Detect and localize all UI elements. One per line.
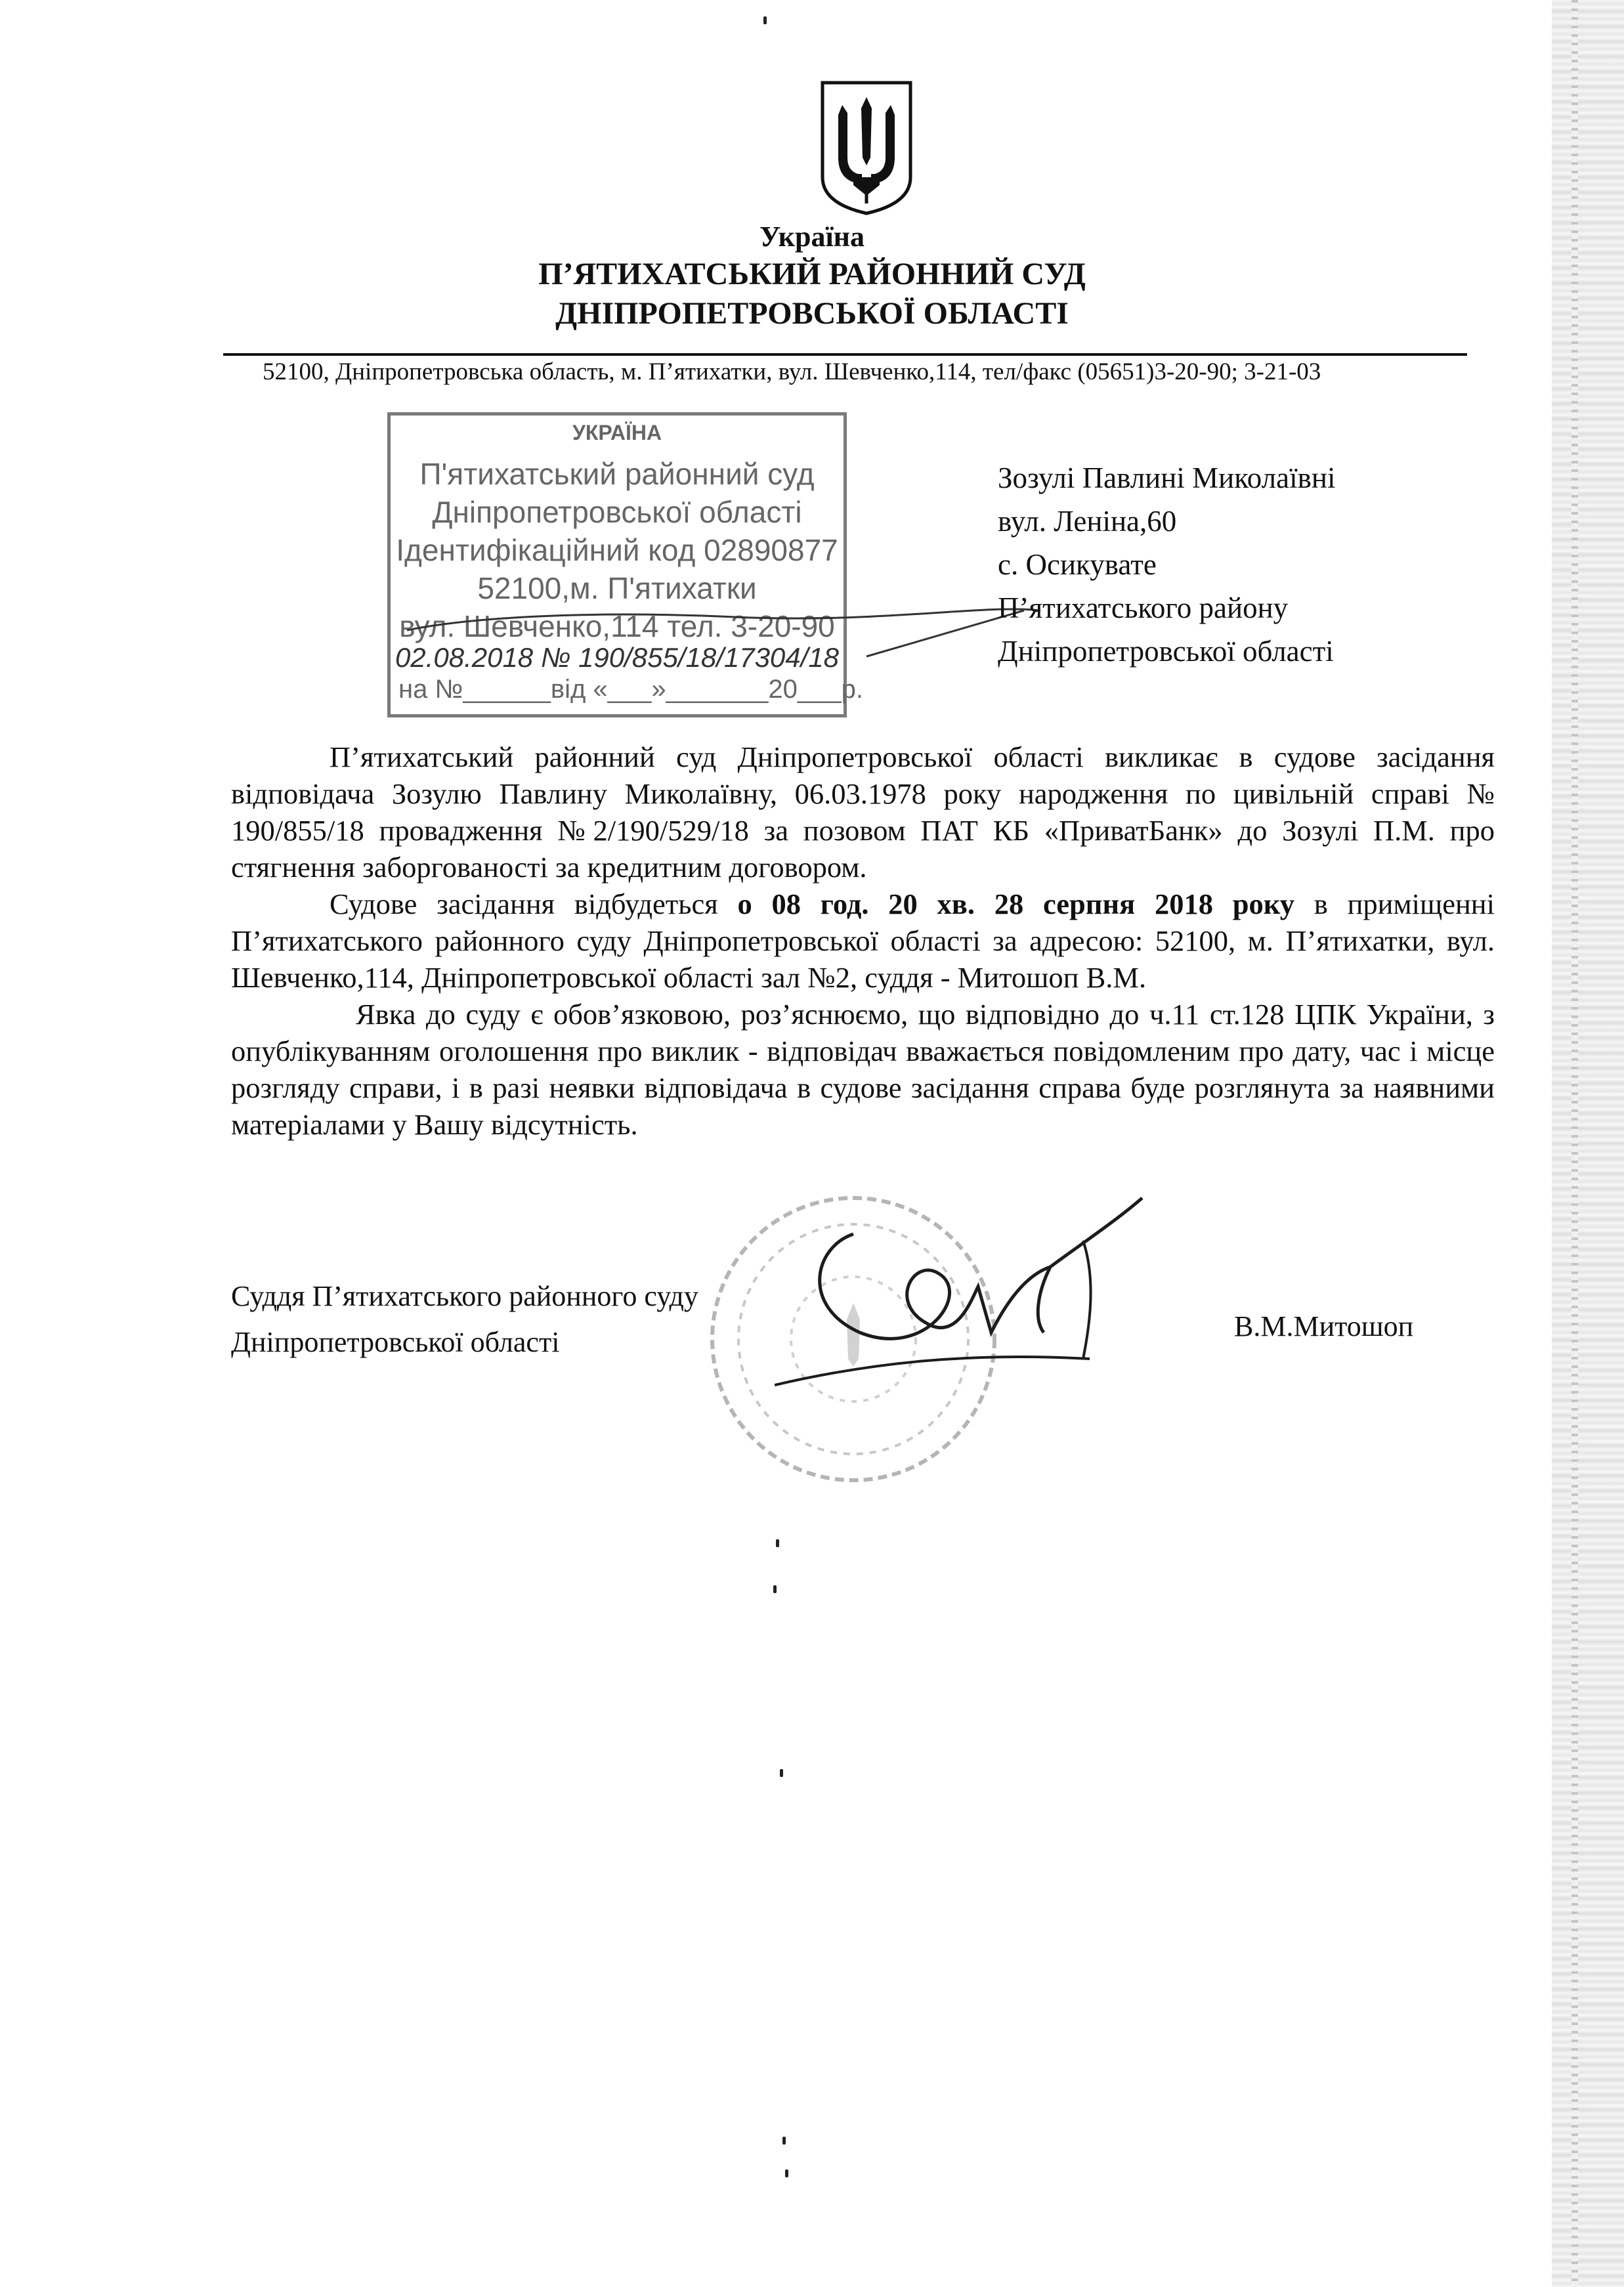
- hearing-text-end: в приміщенні П’ятихатського районного суду Дніпропетровської області за адресою: 52100, м. П’ятихатки, вул. Шевченко,114, Дніпропетровської області зал №2, суддя - Митошоп В.М.: [231, 887, 1495, 994]
- signature-title: [231, 1273, 698, 1365]
- scan-speck: [782, 2137, 786, 2145]
- stamp-country: УКРАЇНА: [572, 421, 662, 444]
- signature-title-line2: Дніпропетровської області: [231, 1326, 560, 1358]
- stamp-outgoing-number: 02.08.2018 № 190/855/18/17304/18: [395, 642, 840, 673]
- scan-edge-artifact: [1552, 0, 1624, 2287]
- stamp-city: 52100,м. П'ятихатки: [477, 571, 757, 605]
- header-divider: [223, 353, 1467, 356]
- stamp-reference-line: на №______від «___»_______20___р.: [398, 675, 863, 704]
- addressee-block: [998, 456, 1335, 673]
- hearing-datetime: о 08 год. 20 хв. 28 серпня 2018 року: [737, 887, 1294, 920]
- judge-signature: [775, 1195, 1234, 1411]
- coat-of-arms-icon: [817, 79, 916, 217]
- scan-speck: [773, 1585, 777, 1593]
- signature-title-line1: Суддя П’ятихатського районного суду: [231, 1280, 698, 1312]
- addressee-name: Зозулі Павлині Миколаївні: [998, 461, 1336, 494]
- hearing-text-start: Судове засідання відбудеться: [330, 887, 738, 920]
- addressee-region: Дніпропетровської області: [998, 635, 1334, 668]
- scan-speck: [780, 1769, 783, 1777]
- judge-name: В.М.Митошоп: [1234, 1310, 1414, 1342]
- addressee-street: вул. Леніна,60: [998, 505, 1177, 538]
- addressee-village: с. Осикувате: [998, 548, 1157, 581]
- stamp-street: вул. Шевченко,114 тел. 3-20-90: [399, 609, 835, 643]
- handwritten-registration-scribble: [394, 591, 1050, 683]
- court-name-heading: П’ЯТИХАТСЬКИЙ РАЙОННИЙ СУД: [538, 257, 1086, 291]
- scan-speck: [763, 16, 767, 24]
- body-paragraph-hearing: [231, 886, 1495, 996]
- scan-speck: [785, 2169, 788, 2177]
- country-heading: Україна: [759, 221, 865, 253]
- addressee-district: П’ятихатського району: [998, 591, 1289, 624]
- stamp-id-code: Ідентифікаційний код 02890877: [396, 533, 838, 567]
- region-heading: ДНІПРОПЕТРОВСЬКОЇ ОБЛАСТІ: [555, 296, 1069, 331]
- scan-speck: [776, 1539, 779, 1547]
- court-address: 52100, Дніпропетровська область, м. П’ятихатки, вул. Шевченко,114, тел/факс (05651)3-20-90; 3-21-03: [263, 358, 1321, 385]
- letter-body: [231, 738, 1495, 1143]
- body-paragraph-summons: П’ятихатський районний суд Дніпропетровської області викликає в судове засідання відповідача Зозулю Павлину Миколаївну, 06.03.1978 року народження по цивільній справі № 190/855/18 провадження №2/190/529/18 за позовом ПАТ КБ «ПриватБанк» до Зозулі П.М. про стягнення заборгованості за кредитним договором.: [231, 740, 1495, 884]
- stamp-court-name: П'ятихатський районний суд: [419, 457, 815, 491]
- body-paragraph-attendance: Явка до суду є обов’язковою, роз’яснюємо, що відповідно до ч.11 ст.128 ЦПК України, з опублікуванням оголошення про виклик - відповідач вважається повідомленим про дату, час і місце розгляду справи, і в разі неявки відповідача в судове засідання справа буде розглянута за наявними матеріалами у Вашу відсутність.: [231, 998, 1495, 1141]
- stamp-region: Дніпропетровської області: [432, 495, 802, 529]
